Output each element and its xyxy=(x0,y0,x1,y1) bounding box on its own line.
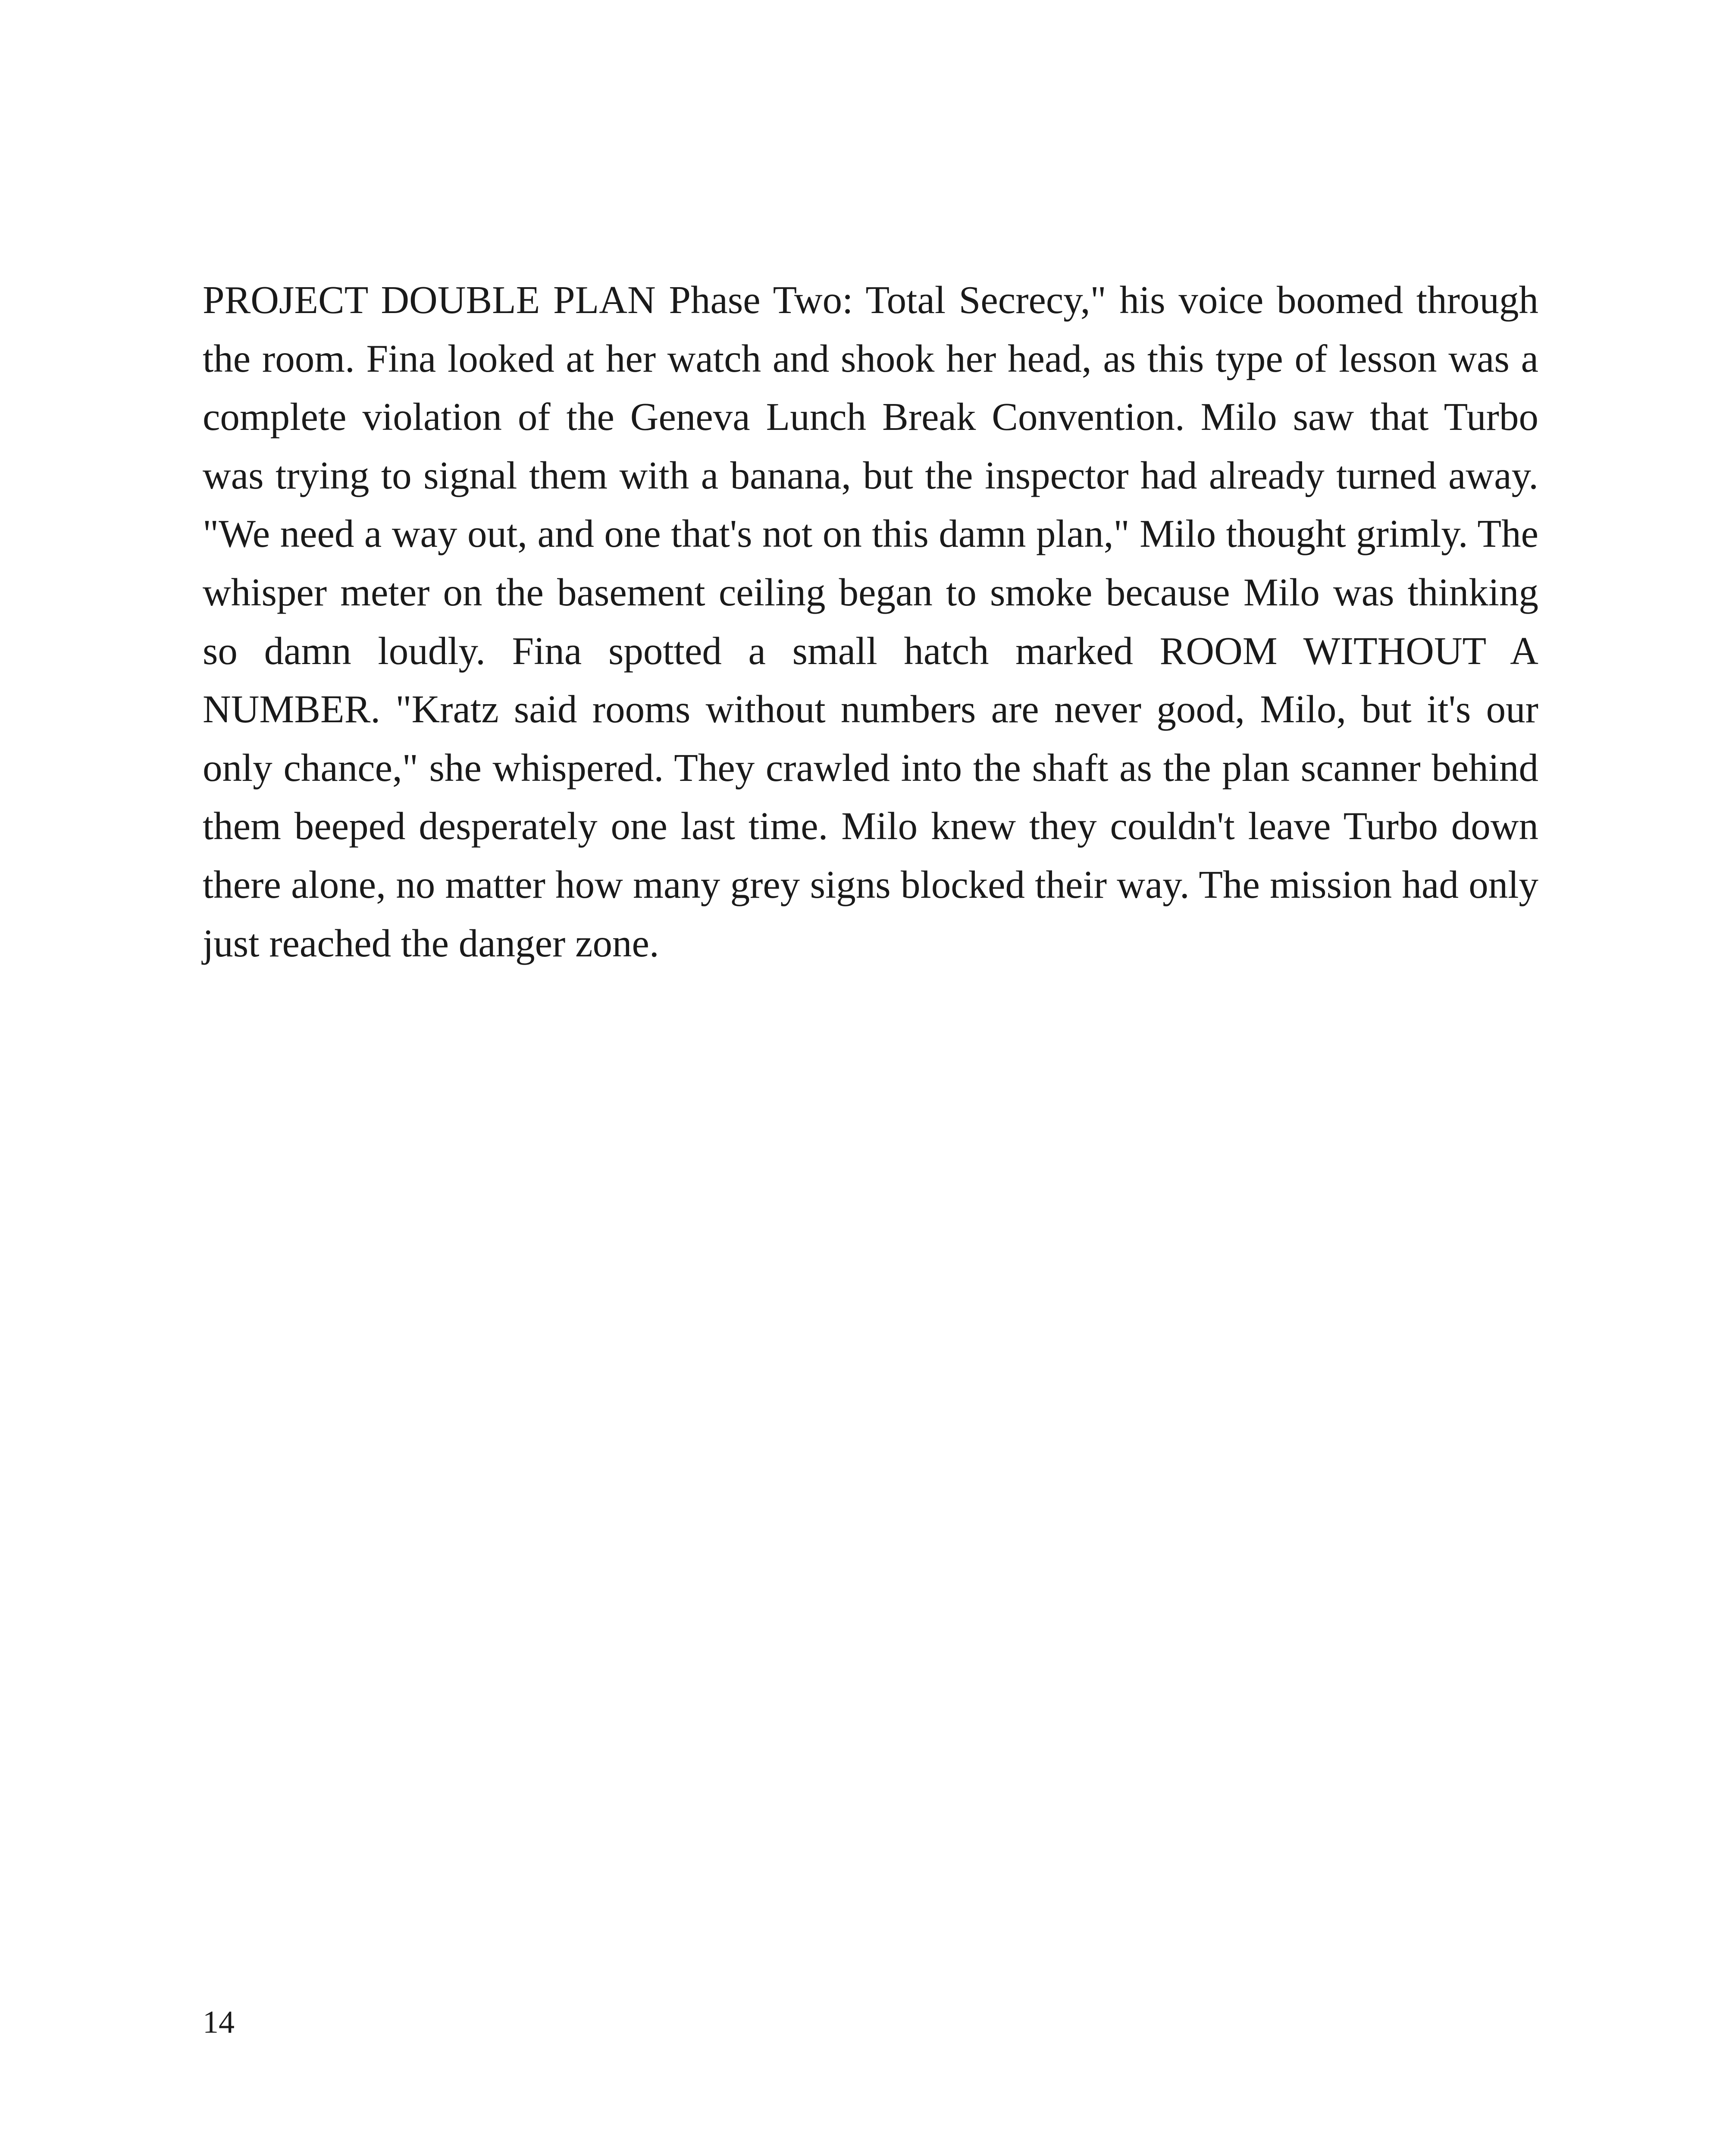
body-paragraph: PROJECT DOUBLE PLAN Phase Two: Total Secrecy," his voice boomed through the room. Fina looked at her watch and shook her head, as this type of lesson was a complete violation of the Geneva Lunch Break Convention. Milo saw that Turbo was trying to signal them with a banana, but the inspector had already turned away. "We need a way out, and one that's not on this damn plan," Milo thought grimly. The whisper meter on the basement ceiling began to smoke because Milo was thinking so damn loudly. Fina spotted a small hatch marked ROOM WITHOUT A NUMBER. "Kratz said rooms without numbers are never good, Milo, but it's our only chance," she whispered. They crawled into the shaft as the plan scanner behind them beeped desperately one last time. Milo knew they couldn't leave Turbo down there alone, no matter how many grey signs blocked their way. The mission had only just reached the danger zone. xyxy=(203,278,1538,965)
page-number: 14 xyxy=(203,2005,235,2040)
